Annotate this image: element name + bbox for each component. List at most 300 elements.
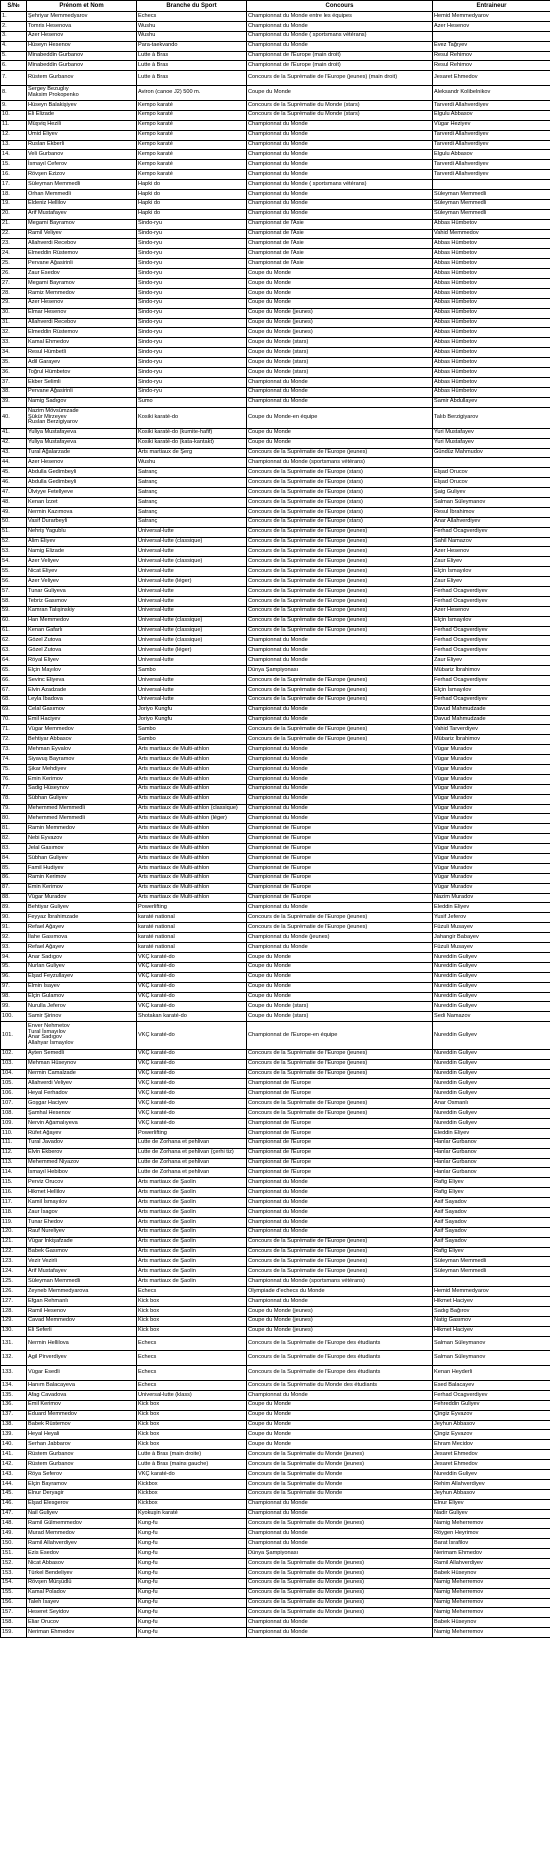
- table-row: [1, 1420, 550, 1430]
- cell-name: Perviz Orucov: [27, 1178, 137, 1188]
- cell-name: Elmar Hesenov: [27, 308, 137, 318]
- cell-contest: Concours de la Suprématie de l'Europe (jeunes): [247, 527, 433, 537]
- cell-sport: Lutte à Bras (main droite): [137, 1450, 247, 1460]
- cell-number: 44.: [1, 458, 27, 468]
- cell-coach: Talıb Berzigiyarov: [433, 407, 550, 428]
- cell-coach: Resul İbrahimov: [433, 507, 550, 517]
- cell-coach: Hanlar Gurbanov: [433, 1138, 550, 1148]
- table-row: [1, 1237, 550, 1247]
- cell-name: Babek Rüstemov: [27, 1420, 137, 1430]
- cell-sport: Arts martiaux de Şaolin: [137, 1178, 247, 1188]
- cell-name: Feyyaz İbrahimzade: [27, 913, 137, 923]
- table-row: [1, 923, 550, 933]
- table-row: [1, 1069, 550, 1079]
- cell-name: Emin Kerimov: [27, 883, 137, 893]
- cell-number: 151.: [1, 1549, 27, 1559]
- cell-sport: Sambo: [137, 666, 247, 676]
- cell-sport: Lutte de Zorhana et pehlivan (çerhi tiz): [137, 1148, 247, 1158]
- cell-sport: Arts martiaux de Multi-athlon (classique): [137, 804, 247, 814]
- cell-contest: Championnat de l'Asie: [247, 239, 433, 249]
- cell-sport: Kempo karaté: [137, 100, 247, 110]
- cell-sport: Satranç: [137, 478, 247, 488]
- cell-contest: Championnat du Monde: [247, 903, 433, 913]
- cell-contest: Concours de la Suprématie du Monde (jeunes): [247, 1578, 433, 1588]
- cell-number: 103.: [1, 1059, 27, 1069]
- cell-coach: Vügar Muradov: [433, 824, 550, 834]
- cell-contest: Concours de la Suprématie du Monde (jeunes): [247, 1559, 433, 1569]
- cell-contest: Concours de la Suprématie de l'Europe (jeunes): [247, 567, 433, 577]
- cell-name: Ramiz Memmedov: [27, 288, 137, 298]
- table-header: [1, 1, 550, 12]
- cell-name: Arif Mustafayev: [27, 209, 137, 219]
- cell-contest: Concours de la Suprématie de l'Europe (stars): [247, 488, 433, 498]
- cell-name: Ekber Selimli: [27, 377, 137, 387]
- table-row: [1, 189, 550, 199]
- cell-sport: Kick box: [137, 1440, 247, 1450]
- cell-sport: Universal-lutte: [137, 567, 247, 577]
- cell-name: Pervane Ağasirinli: [27, 387, 137, 397]
- cell-name: Kamal Poladov: [27, 1588, 137, 1598]
- cell-contest: Coupe du Monde (jeunes): [247, 1326, 433, 1336]
- cell-name: Hanım Balacayeva: [27, 1380, 137, 1390]
- cell-contest: Championnat de l'Europe: [247, 844, 433, 854]
- cell-name: Emil Haciyev: [27, 715, 137, 725]
- cell-coach: Nureddin Guliyev: [433, 1079, 550, 1089]
- table-row: [1, 606, 550, 616]
- cell-contest: Championnat de l'Europe: [247, 1128, 433, 1138]
- cell-name: Jelal Gasımov: [27, 844, 137, 854]
- cell-coach: Samir Abdullayev: [433, 397, 550, 407]
- cell-sport: Sumo: [137, 397, 247, 407]
- cell-sport: Universal-lutte (léger): [137, 577, 247, 587]
- table-row: [1, 1208, 550, 1218]
- cell-number: 105.: [1, 1079, 27, 1089]
- cell-number: 155.: [1, 1588, 27, 1598]
- cell-coach: Füzuli Musayev: [433, 923, 550, 933]
- cell-sport: Kyokuşin karaté: [137, 1509, 247, 1519]
- cell-coach: Zaur Eliyev: [433, 577, 550, 587]
- cell-name: Rövşen Mürşüdlü: [27, 1578, 137, 1588]
- table-row: [1, 1178, 550, 1188]
- cell-sport: VKÇ karaté-do: [137, 1119, 247, 1129]
- cell-sport: karaté national: [137, 913, 247, 923]
- table-row: [1, 527, 550, 537]
- cell-number: 127.: [1, 1297, 27, 1307]
- cell-number: 63.: [1, 646, 27, 656]
- cell-number: 8.: [1, 86, 27, 101]
- cell-contest: Championnat du Monde: [247, 199, 433, 209]
- cell-sport: Arts martiaux de Multi-athlon: [137, 794, 247, 804]
- cell-name: Nurlan Guliyev: [27, 962, 137, 972]
- cell-coach: Evez Tağıyev: [433, 41, 550, 51]
- cell-name: Namig Sadıgov: [27, 397, 137, 407]
- cell-name: Ramil Veliyev: [27, 229, 137, 239]
- cell-coach: Eleddin Eliyev: [433, 903, 550, 913]
- cell-sport: Lutte à Bras: [137, 71, 247, 86]
- cell-number: 122.: [1, 1247, 27, 1257]
- cell-sport: VKÇ karaté-do: [137, 1022, 247, 1050]
- cell-name: Elmin İsayev: [27, 982, 137, 992]
- cell-sport: Arts martiaux de Multi-athlon: [137, 873, 247, 883]
- cell-number: 130.: [1, 1326, 27, 1336]
- cell-coach: Salman Süleymanov: [433, 1336, 550, 1351]
- cell-sport: Kick box: [137, 1420, 247, 1430]
- table-row: [1, 1297, 550, 1307]
- cell-sport: Sindo-ryu: [137, 338, 247, 348]
- cell-sport: Satranç: [137, 497, 247, 507]
- cell-name: Tunar Guliyeva: [27, 586, 137, 596]
- cell-name: Azer Veliyev: [27, 577, 137, 587]
- cell-contest: Coupe du Monde: [247, 972, 433, 982]
- cell-coach: Abbas Hümbetov: [433, 367, 550, 377]
- cell-name: Afag Cavadova: [27, 1390, 137, 1400]
- cell-name: Hüseyn Balakişiyev: [27, 100, 137, 110]
- cell-contest: Concours de la Suprématie de l'Europe (jeunes): [247, 1069, 433, 1079]
- cell-coach: Hanlar Gurbanov: [433, 1148, 550, 1158]
- header-number: S/№: [1, 1, 27, 12]
- cell-coach: Sahil Namazov: [433, 537, 550, 547]
- cell-sport: Satranç: [137, 488, 247, 498]
- cell-name: Nermin Hellilova: [27, 1336, 137, 1351]
- cell-name: Elçin Mayılov: [27, 666, 137, 676]
- cell-number: 159.: [1, 1628, 27, 1638]
- cell-name: Elnur Deryagir: [27, 1489, 137, 1499]
- cell-number: 36.: [1, 367, 27, 377]
- cell-sport: VKÇ karaté-do: [137, 982, 247, 992]
- table-row: [1, 1287, 550, 1297]
- cell-sport: Echecs: [137, 1287, 247, 1297]
- header-coach: Entraineur: [433, 1, 550, 12]
- cell-number: 37.: [1, 377, 27, 387]
- cell-number: 87.: [1, 883, 27, 893]
- cell-contest: Coupe du Monde (stars): [247, 358, 433, 368]
- cell-contest: Championnat du Monde: [247, 1297, 433, 1307]
- cell-contest: Championnat du Monde: [247, 755, 433, 765]
- cell-number: 126.: [1, 1287, 27, 1297]
- cell-sport: Echecs: [137, 1366, 247, 1381]
- cell-coach: Nureddin Guliyev: [433, 1470, 550, 1480]
- cell-number: 102.: [1, 1049, 27, 1059]
- cell-sport: Sindo-ryu: [137, 377, 247, 387]
- table-row: [1, 646, 550, 656]
- cell-contest: Championnat du Monde: [247, 705, 433, 715]
- cell-contest: Championnat du Monde: [247, 377, 433, 387]
- cell-coach: Nureddin Guliyev: [433, 1049, 550, 1059]
- cell-number: 92.: [1, 933, 27, 943]
- table-row: [1, 140, 550, 150]
- cell-name: Behtiyar Abbasov: [27, 735, 137, 745]
- cell-contest: Championnat du Monde: [247, 130, 433, 140]
- cell-sport: VKÇ karaté-do: [137, 1470, 247, 1480]
- table-row: [1, 1430, 550, 1440]
- cell-sport: VKÇ karaté-do: [137, 1002, 247, 1012]
- cell-sport: Powerlifting: [137, 903, 247, 913]
- cell-name: Röya Seferov: [27, 1470, 137, 1480]
- cell-number: 117.: [1, 1198, 27, 1208]
- cell-contest: Coupe du Monde: [247, 992, 433, 1002]
- cell-number: 5.: [1, 51, 27, 61]
- cell-coach: Nerimam Ehmedov: [433, 1549, 550, 1559]
- cell-number: 46.: [1, 478, 27, 488]
- cell-sport: Arts martiaux de Multi-athlon: [137, 765, 247, 775]
- cell-sport: Universal-lutte: [137, 656, 247, 666]
- cell-number: 65.: [1, 666, 27, 676]
- cell-number: 40.: [1, 407, 27, 428]
- cell-name: Vügar Esedli: [27, 1366, 137, 1381]
- cell-sport: Arts martiaux de Şaolin: [137, 1247, 247, 1257]
- cell-name: Nermin Kazımova: [27, 507, 137, 517]
- cell-contest: Championnat du Monde: [247, 1529, 433, 1539]
- cell-name: Elçin Bayramov: [27, 1479, 137, 1489]
- cell-contest: Concours de la Suprématie de l'Europe (jeunes) (main droit): [247, 71, 433, 86]
- cell-sport: Arts martiaux de Şaolin: [137, 1217, 247, 1227]
- cell-number: 45.: [1, 468, 27, 478]
- cell-sport: Kempo karaté: [137, 170, 247, 180]
- cell-contest: Coupe du Monde (stars): [247, 1012, 433, 1022]
- table-row: [1, 992, 550, 1002]
- cell-sport: Universal-lutte (classique): [137, 537, 247, 547]
- cell-name: Famil Hudiyev: [27, 863, 137, 873]
- cell-sport: VKÇ karaté-do: [137, 962, 247, 972]
- cell-number: 138.: [1, 1420, 27, 1430]
- cell-sport: Universal-lutte (classique): [137, 616, 247, 626]
- table-row: [1, 1578, 550, 1588]
- cell-contest: Championnat du Monde ( sportsmans vétérans): [247, 31, 433, 41]
- cell-number: 96.: [1, 972, 27, 982]
- cell-name: Emil Kerimov: [27, 1400, 137, 1410]
- cell-name: Kenan Gafarlı: [27, 626, 137, 636]
- cell-sport: Hapki do: [137, 209, 247, 219]
- cell-contest: Concours de la Suprématie de l'Europe (jeunes): [247, 1109, 433, 1119]
- table-row: [1, 199, 550, 209]
- cell-number: 76.: [1, 774, 27, 784]
- cell-number: 53.: [1, 547, 27, 557]
- cell-name: Ümid Eliyev: [27, 130, 137, 140]
- cell-contest: Concours de la Suprématie de l'Europe (jeunes): [247, 913, 433, 923]
- cell-number: 129.: [1, 1316, 27, 1326]
- table-row: [1, 209, 550, 219]
- cell-contest: Concours de la Suprématie de l'Europe (jeunes): [247, 1267, 433, 1277]
- table-row: [1, 1470, 550, 1480]
- cell-coach: Azer Hesenov: [433, 606, 550, 616]
- table-row: [1, 1410, 550, 1420]
- cell-coach: Vügar Muradov: [433, 844, 550, 854]
- cell-contest: Concours de la Suprématie de l'Europe des étudiants: [247, 1366, 433, 1381]
- cell-sport: Kick box: [137, 1306, 247, 1316]
- cell-number: 86.: [1, 873, 27, 883]
- table-row: [1, 1198, 550, 1208]
- cell-number: 118.: [1, 1208, 27, 1218]
- table-row: [1, 61, 550, 71]
- cell-sport: Universal-lutte (classique): [137, 636, 247, 646]
- cell-sport: karaté national: [137, 943, 247, 953]
- cell-contest: Concours de la Suprématie de l'Europe (jeunes): [247, 1099, 433, 1109]
- cell-contest: Championnat du Monde: [247, 41, 433, 51]
- table-row: [1, 1479, 550, 1489]
- cell-coach: Salman Süleymanov: [433, 1351, 550, 1366]
- cell-number: 109.: [1, 1119, 27, 1129]
- cell-name: Ramin Kerimov: [27, 873, 137, 883]
- cell-contest: Coupe du Monde: [247, 428, 433, 438]
- cell-coach: Namig Meherremov: [433, 1598, 550, 1608]
- table-row: [1, 903, 550, 913]
- cell-number: 140.: [1, 1440, 27, 1450]
- cell-sport: VKÇ karaté-do: [137, 1109, 247, 1119]
- cell-sport: Sindo-ryu: [137, 328, 247, 338]
- cell-name: Abdulla Gedimbeyli: [27, 468, 137, 478]
- cell-number: 56.: [1, 577, 27, 587]
- cell-number: 66.: [1, 676, 27, 686]
- cell-name: Elvin Ekberov: [27, 1148, 137, 1158]
- cell-number: 136.: [1, 1400, 27, 1410]
- cell-number: 156.: [1, 1598, 27, 1608]
- cell-number: 39.: [1, 397, 27, 407]
- cell-contest: Coupe du Monde (stars): [247, 1002, 433, 1012]
- cell-sport: Sindo-ryu: [137, 259, 247, 269]
- cell-contest: Championnat de l'Asie: [247, 219, 433, 229]
- cell-coach: Süleyman Memmedli: [433, 1257, 550, 1267]
- table-row: [1, 448, 550, 458]
- cell-number: 6.: [1, 61, 27, 71]
- cell-contest: Coupe du Monde (jeunes): [247, 328, 433, 338]
- cell-coach: Abbas Hümbetov: [433, 318, 550, 328]
- cell-coach: Salman Süleymanov: [433, 497, 550, 507]
- cell-sport: Arts martiaux de Şaolin: [137, 1208, 247, 1218]
- cell-sport: Sindo-ryu: [137, 298, 247, 308]
- table-row: [1, 873, 550, 883]
- cell-coach: Fehreddin Guliyev: [433, 1400, 550, 1410]
- cell-coach: Ferhad Ocagverdiyev: [433, 636, 550, 646]
- cell-coach: Abbas Hümbetov: [433, 278, 550, 288]
- cell-sport: Kung-fu: [137, 1568, 247, 1578]
- cell-contest: Concours de la Suprématie de l'Europe (jeunes): [247, 1049, 433, 1059]
- cell-name: Süleyman Memmedli: [27, 180, 137, 190]
- cell-name: Yuliya Mustafayeva: [27, 428, 137, 438]
- cell-coach: Asif Sayadov: [433, 1227, 550, 1237]
- cell-contest: Championnat de l'Europe: [247, 883, 433, 893]
- cell-name: Vasif Durarbeyli: [27, 517, 137, 527]
- cell-coach: Vügar Muradov: [433, 883, 550, 893]
- table-row: [1, 1138, 550, 1148]
- table-row: [1, 497, 550, 507]
- cell-sport: Wushu: [137, 21, 247, 31]
- cell-coach: Ramil Allahverdiyev: [433, 1559, 550, 1569]
- table-row: [1, 120, 550, 130]
- cell-coach: Abbas Hümbetov: [433, 219, 550, 229]
- cell-number: 90.: [1, 913, 27, 923]
- cell-coach: Abbas Hümbetov: [433, 377, 550, 387]
- cell-name: Heyal Ferhadov: [27, 1089, 137, 1099]
- cell-number: 95.: [1, 962, 27, 972]
- cell-number: 89.: [1, 903, 27, 913]
- header-sport: Branche du Sport: [137, 1, 247, 12]
- table-row: [1, 1450, 550, 1460]
- cell-coach: Nadir Guliyev: [433, 1509, 550, 1519]
- cell-contest: Coupe du Monde (jeunes): [247, 1316, 433, 1326]
- cell-number: 30.: [1, 308, 27, 318]
- table-row: [1, 100, 550, 110]
- cell-sport: Universal-lutte: [137, 547, 247, 557]
- cell-number: 33.: [1, 338, 27, 348]
- cell-name: Elşad Feyzullayev: [27, 972, 137, 982]
- cell-sport: Powerlifting: [137, 1128, 247, 1138]
- cell-number: 82.: [1, 834, 27, 844]
- cell-number: 31.: [1, 318, 27, 328]
- cell-coach: Aleksandr Kolibelnikov: [433, 86, 550, 101]
- table-row: [1, 478, 550, 488]
- table-row: [1, 1440, 550, 1450]
- cell-contest: Championnat de l'Asie: [247, 229, 433, 239]
- cell-coach: Resul Rehimov: [433, 61, 550, 71]
- cell-coach: Hikmet Haciyev: [433, 1326, 550, 1336]
- cell-sport: Kung-fu: [137, 1628, 247, 1638]
- table-row: [1, 1336, 550, 1351]
- cell-contest: Championnat du Monde: [247, 120, 433, 130]
- cell-sport: Arts martiaux de Multi-athlon: [137, 774, 247, 784]
- table-row: [1, 537, 550, 547]
- cell-coach: Sadıg Bağırov: [433, 1306, 550, 1316]
- table-row: [1, 952, 550, 962]
- cell-contest: Championnat du Monde: [247, 160, 433, 170]
- cell-name: Ezis Esedov: [27, 1549, 137, 1559]
- cell-number: 54.: [1, 557, 27, 567]
- cell-name: Heyal Heyali: [27, 1430, 137, 1440]
- cell-coach: Tarverdi Allahverdiyev: [433, 160, 550, 170]
- cell-coach: Elgulu Abbasov: [433, 110, 550, 120]
- cell-number: 142.: [1, 1460, 27, 1470]
- table-row: [1, 1316, 550, 1326]
- cell-coach: [433, 31, 550, 41]
- table-row: [1, 1267, 550, 1277]
- table-row: [1, 1257, 550, 1267]
- cell-coach: Vügar Muradov: [433, 834, 550, 844]
- cell-coach: Asif Sayadov: [433, 1217, 550, 1227]
- cell-sport: Lutte de Zorhana et pehlivan: [137, 1158, 247, 1168]
- table-row: [1, 348, 550, 358]
- cell-contest: Championnat de l'Europe (main droit): [247, 61, 433, 71]
- cell-name: Enver Nehmetov Tural İsmayılov Anar Sadıgov Allahyar İsmayılov: [27, 1022, 137, 1050]
- cell-contest: Concours de la Suprématie du Monde (jeunes): [247, 1598, 433, 1608]
- cell-contest: Coupe du Monde: [247, 962, 433, 972]
- cell-name: Elmeddin Rüstemov: [27, 328, 137, 338]
- cell-coach: Abbas Hümbetov: [433, 288, 550, 298]
- cell-coach: Azer Hesenov: [433, 547, 550, 557]
- cell-sport: Echecs: [137, 1351, 247, 1366]
- cell-contest: Championnat du Monde: [247, 1509, 433, 1519]
- cell-sport: VKÇ karaté-do: [137, 992, 247, 1002]
- cell-name: Behtiyar Guliyev: [27, 903, 137, 913]
- table-row: [1, 1519, 550, 1529]
- cell-contest: Championnat du Monde: [247, 1217, 433, 1227]
- cell-number: 91.: [1, 923, 27, 933]
- cell-coach: Esed Balacayev: [433, 1380, 550, 1390]
- cell-name: Allahverdi Recebov: [27, 239, 137, 249]
- cell-number: 157.: [1, 1608, 27, 1618]
- cell-contest: Championnat de l'Europe: [247, 873, 433, 883]
- table-row: [1, 180, 550, 190]
- cell-number: 115.: [1, 1178, 27, 1188]
- cell-number: 98.: [1, 992, 27, 1002]
- cell-sport: Arts martiaux de Multi-athlon: [137, 844, 247, 854]
- cell-contest: Concours de la Suprématie du Monde (stars): [247, 100, 433, 110]
- cell-sport: Kickbox: [137, 1479, 247, 1489]
- cell-contest: Coupe du Monde (stars): [247, 338, 433, 348]
- cell-contest: Championnat du Monde: [247, 170, 433, 180]
- cell-name: Ramil Gülmemmedov: [27, 1519, 137, 1529]
- cell-name: Babek Gasımov: [27, 1247, 137, 1257]
- cell-number: 38.: [1, 387, 27, 397]
- cell-contest: Concours de la Suprématie de l'Europe (jeunes): [247, 725, 433, 735]
